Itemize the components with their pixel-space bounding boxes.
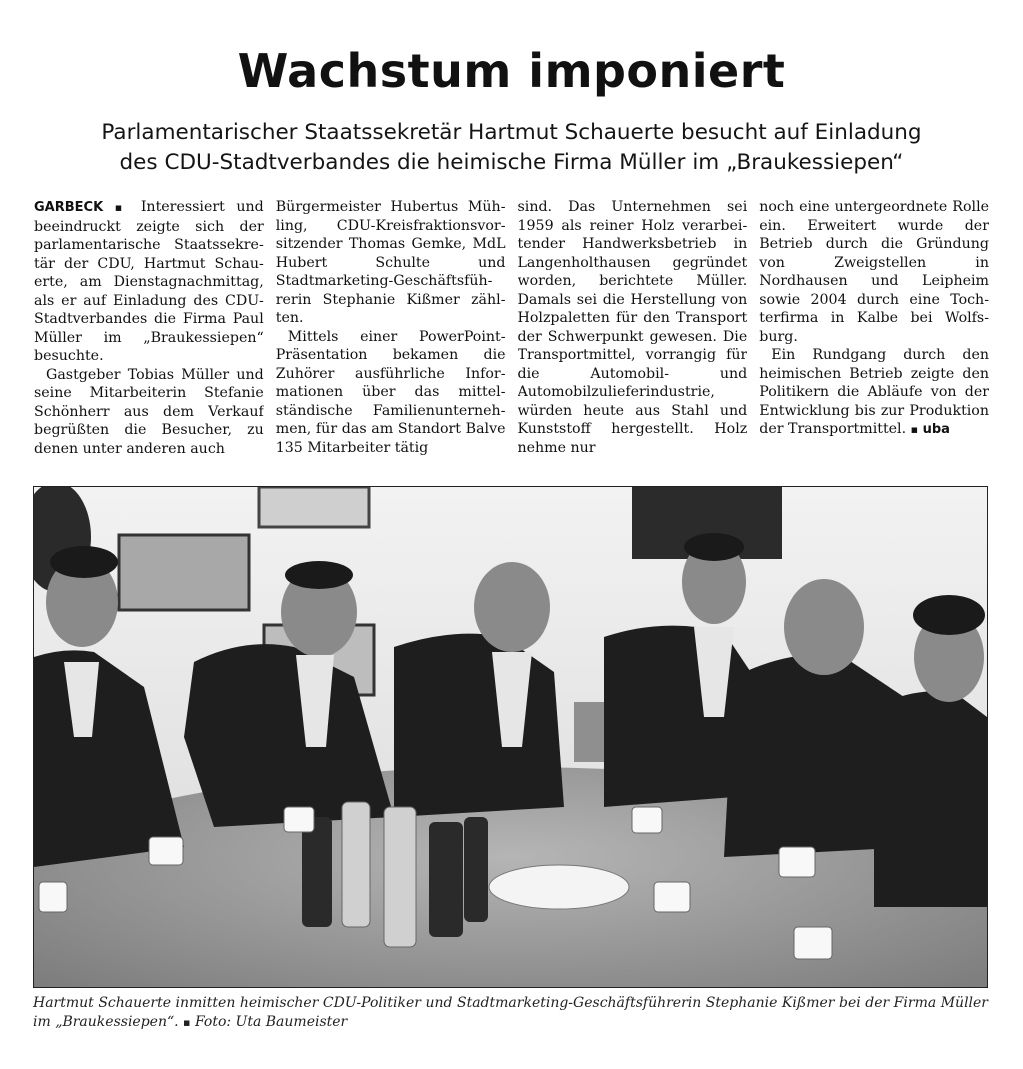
subheadline-line-1: Parlamentarischer Staatssekretär Hartmut Schauerte besucht auf Einladung [101,120,922,145]
column-2 [276,198,506,470]
author-initials: uba [922,422,950,437]
column-1 [34,198,264,470]
photo-caption [33,994,988,1032]
paragraph-text: Interessiert und beeindruckt zeigte sich der parlamentarische Staatssekretär der CDU, Hartmut Schauerte, am Dienstagnachmittag, als er auf Einladung des CDU-Stadtverbandes die Firma Paul Müller im „Braukessiepen“ besuchte. [34,199,264,364]
article-body [34,198,989,470]
paragraph [34,198,264,366]
column-3 [518,198,748,470]
paragraph: noch eine untergeordnete Rolle ein. Erweitert wurde der Betrieb durch die Gründung von Zweigstellen in Nordhausen und Leipheim sowie 2004 durch eine Tochterfirma in Kalbe bei Wolfsburg. [759,199,989,345]
paragraph: Bürgermeister Hubertus Mühling, CDU-Kreisfraktionsvorsitzender Thomas Gemke, MdL Hubert Schulte und Stadtmarketing-Geschäftsführerin Stephanie Kißmer zählten. [275,199,506,326]
headline: Wachstum imponiert [237,44,786,98]
caption-text: Hartmut Schauerte inmitten heimischer CDU-Politiker und Stadtmarketing-Geschäftsführerin Stephanie Kißmer bei der Firma Müller im „Braukessiepen“. [33,995,988,1030]
news-photo [33,486,988,988]
paragraph: sind. Das Unternehmen sei 1959 als reiner Holz verarbeitender Handwerksbetrieb in Langenholthausen gegründet worden, berichtete Müller. Damals sei die Herstellung von Holzpaletten für den Transport der Schwerpunkt gewesen. Die Transportmittel, vorrangig für die Automobil- und Automobilzulieferindustrie, würden heute aus Stahl und Kunststoff hergestellt. Holz nehme nur [517,199,748,456]
column-4 [759,198,989,470]
subheadline [60,118,963,178]
paragraph-text: Ein Rundgang durch den heimischen Betrieb zeigte den Politikern die Abläufe von der Entwicklung bis zur Produktion der Transportmittel. [759,347,989,437]
subheadline-line-2: des CDU-Stadtverbandes die heimische Firma Müller im „Braukessiepen“ [119,150,904,175]
paragraph: Mittels einer PowerPoint-Präsentation bekamen die Zuhörer ausführliche Informationen über das mittelständische Familienunternehmen, für das am Standort Balve 135 Mitarbeiter tätig [275,328,506,456]
photo-credit: Foto: Uta Baumeister [194,1014,348,1030]
photo-illustration [34,487,987,987]
paragraph: Gastgeber Tobias Müller und seine Mitarbeiterin Stefanie Schönherr aus dem Verkauf begrüßten die Besucher, zu denen unter anderen auch [34,366,264,457]
bullet-icon: ▪ [910,423,919,436]
bullet-icon: ▪ [114,201,130,214]
dateline: GARBECK [34,200,104,215]
paragraph [759,346,989,440]
bullet-icon: ▪ [183,1016,191,1029]
